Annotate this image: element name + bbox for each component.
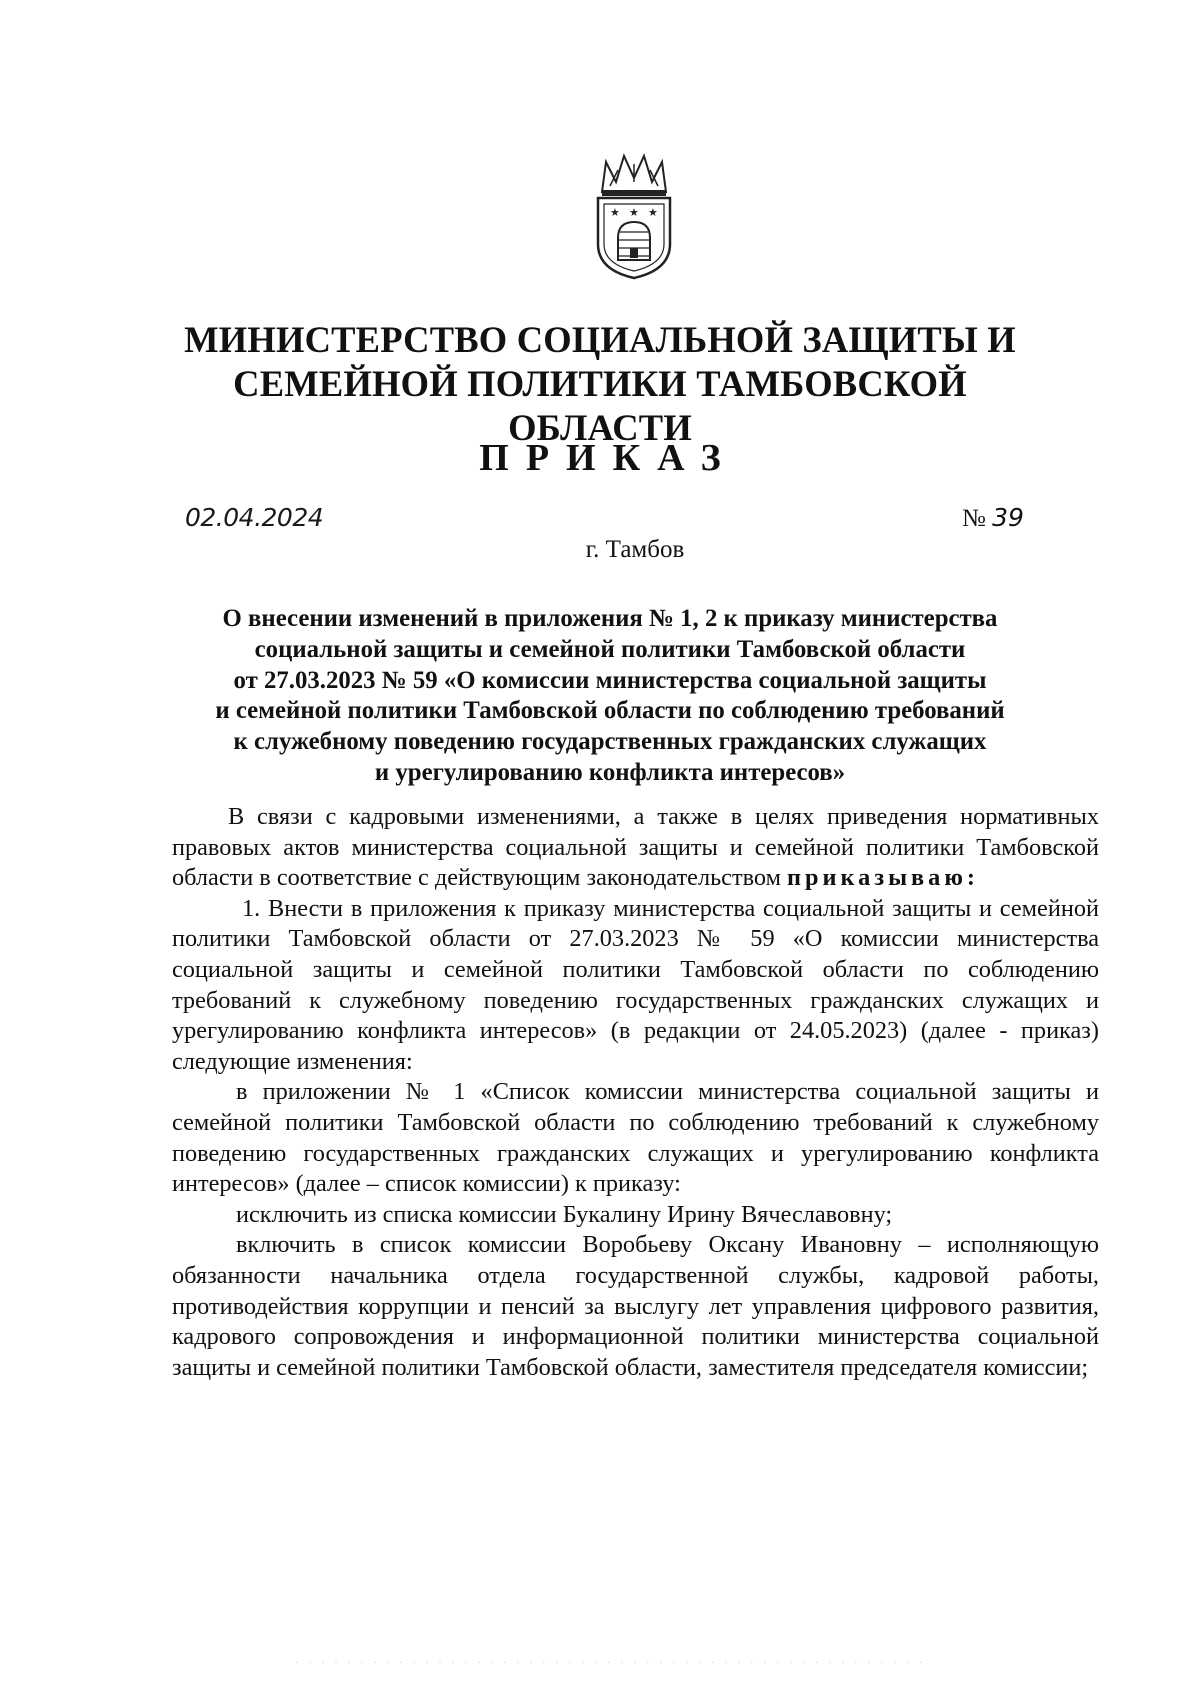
coat-of-arms-icon — [588, 152, 680, 282]
ministry-name — [140, 318, 1060, 450]
preamble-paragraph — [172, 802, 1099, 894]
number-sign: № — [962, 505, 986, 532]
exclude-paragraph: исключить из списка комиссии Букалину Ирину Вячеславовну; — [236, 1200, 893, 1228]
item-1-paragraph: 1. Внести в приложения к приказу министерства социальной защиты и семейной политики Тамбовской области от 27.03.2023 № 59 «О комиссии министерства социальной защиты и семейной политики Тамбовской области по соблюдению требований к служебному поведению государственных гражданских служащих и урегулированию конфликта интересов» (в редакции от 24.05.2023) (далее - приказ) следующие изменения: — [172, 894, 1099, 1075]
annex-1-paragraph: в приложении № 1 «Список комиссии министерства социальной защиты и семейной политики Тамбовской области по соблюдению требований к служебному поведению государственных гражданских служащих и урегулированию конфликта интересов» (далее – список комиссии) к приказу: — [172, 1078, 1099, 1198]
order-verb: приказываю: — [787, 864, 979, 892]
include-paragraph: включить в список комиссии Воробьеву Оксану Ивановну – исполняющую обязанности начальника отдела государственной службы, кадровой работы, противодействия коррупции и пенсий за выслугу лет управления цифрового развития, кадрового сопровождения и информационной политики министерства социальной защиты и семейной политики Тамбовской области, заместителя председателя комиссии; — [172, 1231, 1099, 1381]
subject-line: к служебному поведению государственных гражданских служащих — [233, 728, 987, 756]
document-type-title: ПРИКАЗ — [479, 437, 738, 479]
city-label: г. Тамбов — [585, 536, 685, 563]
svg-text:★: ★ — [610, 206, 620, 219]
svg-text:★: ★ — [648, 206, 658, 219]
subject-line: и урегулированию конфликта интересов» — [374, 758, 846, 786]
subject-line: О внесении изменений в приложения № 1, 2 к приказу министерства — [222, 605, 998, 632]
order-number — [962, 503, 1024, 533]
subject-line: от 27.03.2023 № 59 «О комиссии министерства социальной защиты — [233, 666, 987, 694]
ministry-line-1: МИНИСТЕРСТВО СОЦИАЛЬНОЙ ЗАЩИТЫ И — [184, 319, 1016, 360]
scan-noise: · · · · · · · · · · · · · · · · · · · · · · · · · · · · · · · · · · · · · · · · · · · · · · · · · — [295, 1655, 926, 1669]
preamble-text: В связи с кадровыми изменениями, а также в целях приведения нормативных правовых актов министерства социальной защиты и семейной политики Тамбовской области в соответствие с действующим законодательством — [172, 803, 1099, 892]
number-value: 39 — [992, 503, 1024, 532]
order-date: 02.04.2024 — [185, 503, 324, 532]
ministry-line-2: СЕМЕЙНОЙ ПОЛИТИКИ ТАМБОВСКОЙ ОБЛАСТИ — [233, 363, 967, 448]
subject-line: и семейной политики Тамбовской области по соблюдению требований — [215, 697, 1005, 725]
order-body — [172, 802, 1099, 1383]
order-subject — [150, 604, 1070, 789]
subject-line: социальной защиты и семейной политики Тамбовской области — [254, 635, 966, 663]
svg-text:★: ★ — [629, 206, 639, 219]
